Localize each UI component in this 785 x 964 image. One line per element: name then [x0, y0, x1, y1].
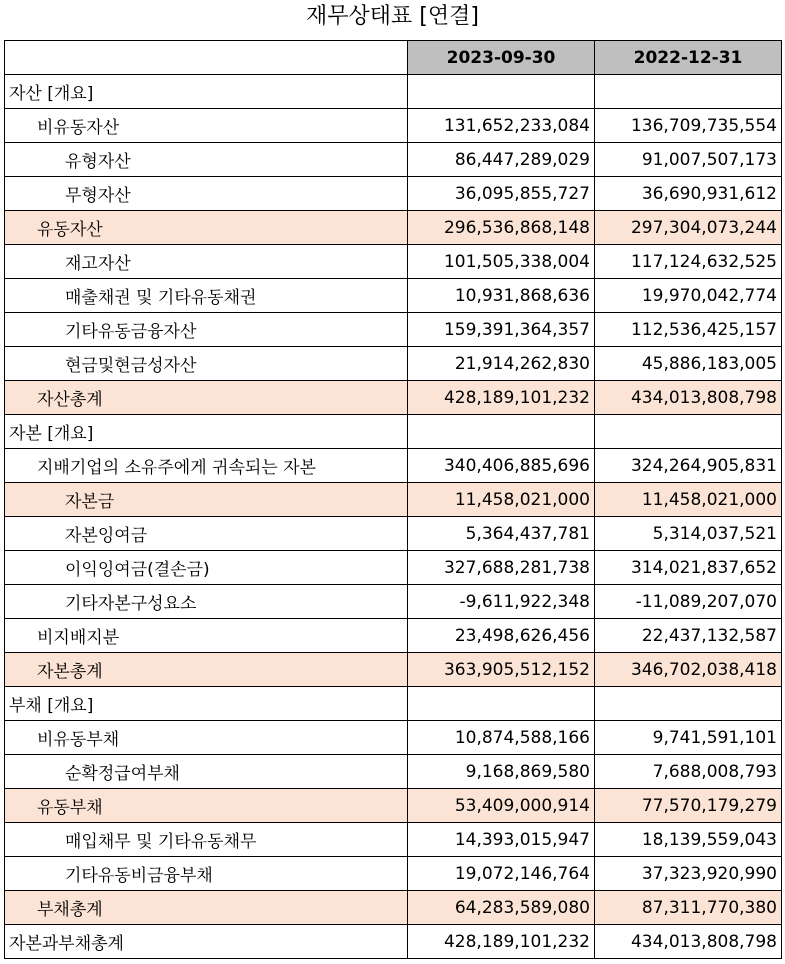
table-row [5, 823, 782, 857]
table-row [5, 925, 782, 959]
value-2022-12-31: 22,437,132,587 [595, 619, 782, 653]
balance-sheet-table [4, 40, 782, 959]
table-row [5, 483, 782, 517]
table-row [5, 211, 782, 245]
table-row [5, 381, 782, 415]
value-2023-09-30: 14,393,015,947 [408, 823, 595, 857]
row-label: 부채총계 [5, 891, 408, 925]
value-2023-09-30 [408, 75, 595, 109]
value-2023-09-30: 86,447,289,029 [408, 143, 595, 177]
value-2023-09-30: 10,931,868,636 [408, 279, 595, 313]
value-2022-12-31: 11,458,021,000 [595, 483, 782, 517]
header-row [5, 41, 782, 75]
value-2023-09-30: 340,406,885,696 [408, 449, 595, 483]
row-label: 매출채권 및 기타유동채권 [5, 279, 408, 313]
row-label: 비유동부채 [5, 721, 408, 755]
table-row [5, 449, 782, 483]
table-row [5, 279, 782, 313]
table-row [5, 109, 782, 143]
value-2023-09-30: 21,914,262,830 [408, 347, 595, 381]
value-2022-12-31: 5,314,037,521 [595, 517, 782, 551]
value-2023-09-30: 159,391,364,357 [408, 313, 595, 347]
row-label: 자산 [개요] [5, 75, 408, 109]
table-row [5, 313, 782, 347]
value-2023-09-30: 19,072,146,764 [408, 857, 595, 891]
table-row [5, 517, 782, 551]
table-row [5, 755, 782, 789]
header-period-1: 2023-09-30 [408, 41, 595, 75]
table-row [5, 143, 782, 177]
row-label: 유동자산 [5, 211, 408, 245]
table-row [5, 551, 782, 585]
page-title: 재무상태표 [연결] [306, 4, 479, 29]
value-2022-12-31: 37,323,920,990 [595, 857, 782, 891]
value-2022-12-31: 112,536,425,157 [595, 313, 782, 347]
value-2022-12-31: -11,089,207,070 [595, 585, 782, 619]
row-label: 비지배지분 [5, 619, 408, 653]
value-2022-12-31: 434,013,808,798 [595, 381, 782, 415]
value-2023-09-30 [408, 415, 595, 449]
value-2022-12-31: 434,013,808,798 [595, 925, 782, 959]
table-row [5, 891, 782, 925]
value-2023-09-30: -9,611,922,348 [408, 585, 595, 619]
value-2022-12-31: 324,264,905,831 [595, 449, 782, 483]
row-label: 비유동자산 [5, 109, 408, 143]
row-label: 재고자산 [5, 245, 408, 279]
row-label: 이익잉여금(결손금) [5, 551, 408, 585]
row-label: 순확정급여부채 [5, 755, 408, 789]
value-2023-09-30: 10,874,588,166 [408, 721, 595, 755]
value-2022-12-31 [595, 75, 782, 109]
value-2023-09-30: 363,905,512,152 [408, 653, 595, 687]
value-2023-09-30: 36,095,855,727 [408, 177, 595, 211]
value-2022-12-31: 18,139,559,043 [595, 823, 782, 857]
value-2023-09-30: 327,688,281,738 [408, 551, 595, 585]
row-label: 자본 [개요] [5, 415, 408, 449]
table-row [5, 687, 782, 721]
table-row [5, 75, 782, 109]
row-label: 유형자산 [5, 143, 408, 177]
value-2022-12-31: 19,970,042,774 [595, 279, 782, 313]
table-row [5, 415, 782, 449]
row-label: 자본과부채총계 [5, 925, 408, 959]
value-2022-12-31: 87,311,770,380 [595, 891, 782, 925]
value-2023-09-30: 9,168,869,580 [408, 755, 595, 789]
row-label: 매입채무 및 기타유동채무 [5, 823, 408, 857]
table-row [5, 721, 782, 755]
value-2022-12-31: 117,124,632,525 [595, 245, 782, 279]
value-2022-12-31: 314,021,837,652 [595, 551, 782, 585]
table-row [5, 177, 782, 211]
row-label: 자본잉여금 [5, 517, 408, 551]
value-2023-09-30: 23,498,626,456 [408, 619, 595, 653]
value-2022-12-31: 7,688,008,793 [595, 755, 782, 789]
table-row [5, 347, 782, 381]
value-2022-12-31: 297,304,073,244 [595, 211, 782, 245]
table-row [5, 245, 782, 279]
table-row [5, 653, 782, 687]
row-label: 자산총계 [5, 381, 408, 415]
value-2022-12-31: 91,007,507,173 [595, 143, 782, 177]
row-label: 기타유동비금융부채 [5, 857, 408, 891]
row-label: 기타유동금융자산 [5, 313, 408, 347]
value-2023-09-30 [408, 687, 595, 721]
row-label: 자본금 [5, 483, 408, 517]
value-2022-12-31: 77,570,179,279 [595, 789, 782, 823]
value-2022-12-31 [595, 687, 782, 721]
value-2023-09-30: 64,283,589,080 [408, 891, 595, 925]
value-2022-12-31: 36,690,931,612 [595, 177, 782, 211]
value-2022-12-31: 136,709,735,554 [595, 109, 782, 143]
table-row [5, 619, 782, 653]
row-label: 자본총계 [5, 653, 408, 687]
row-label: 지배기업의 소유주에게 귀속되는 자본 [5, 449, 408, 483]
value-2023-09-30: 296,536,868,148 [408, 211, 595, 245]
value-2022-12-31: 346,702,038,418 [595, 653, 782, 687]
header-label-cell [5, 41, 408, 75]
row-label: 무형자산 [5, 177, 408, 211]
table-row [5, 857, 782, 891]
header-period-2: 2022-12-31 [595, 41, 782, 75]
value-2022-12-31: 45,886,183,005 [595, 347, 782, 381]
value-2022-12-31 [595, 415, 782, 449]
table-row [5, 585, 782, 619]
row-label: 현금및현금성자산 [5, 347, 408, 381]
value-2023-09-30: 131,652,233,084 [408, 109, 595, 143]
value-2023-09-30: 428,189,101,232 [408, 381, 595, 415]
value-2023-09-30: 5,364,437,781 [408, 517, 595, 551]
table-row [5, 789, 782, 823]
row-label: 유동부채 [5, 789, 408, 823]
value-2023-09-30: 428,189,101,232 [408, 925, 595, 959]
value-2022-12-31: 9,741,591,101 [595, 721, 782, 755]
value-2023-09-30: 53,409,000,914 [408, 789, 595, 823]
row-label: 부채 [개요] [5, 687, 408, 721]
value-2023-09-30: 11,458,021,000 [408, 483, 595, 517]
row-label: 기타자본구성요소 [5, 585, 408, 619]
value-2023-09-30: 101,505,338,004 [408, 245, 595, 279]
